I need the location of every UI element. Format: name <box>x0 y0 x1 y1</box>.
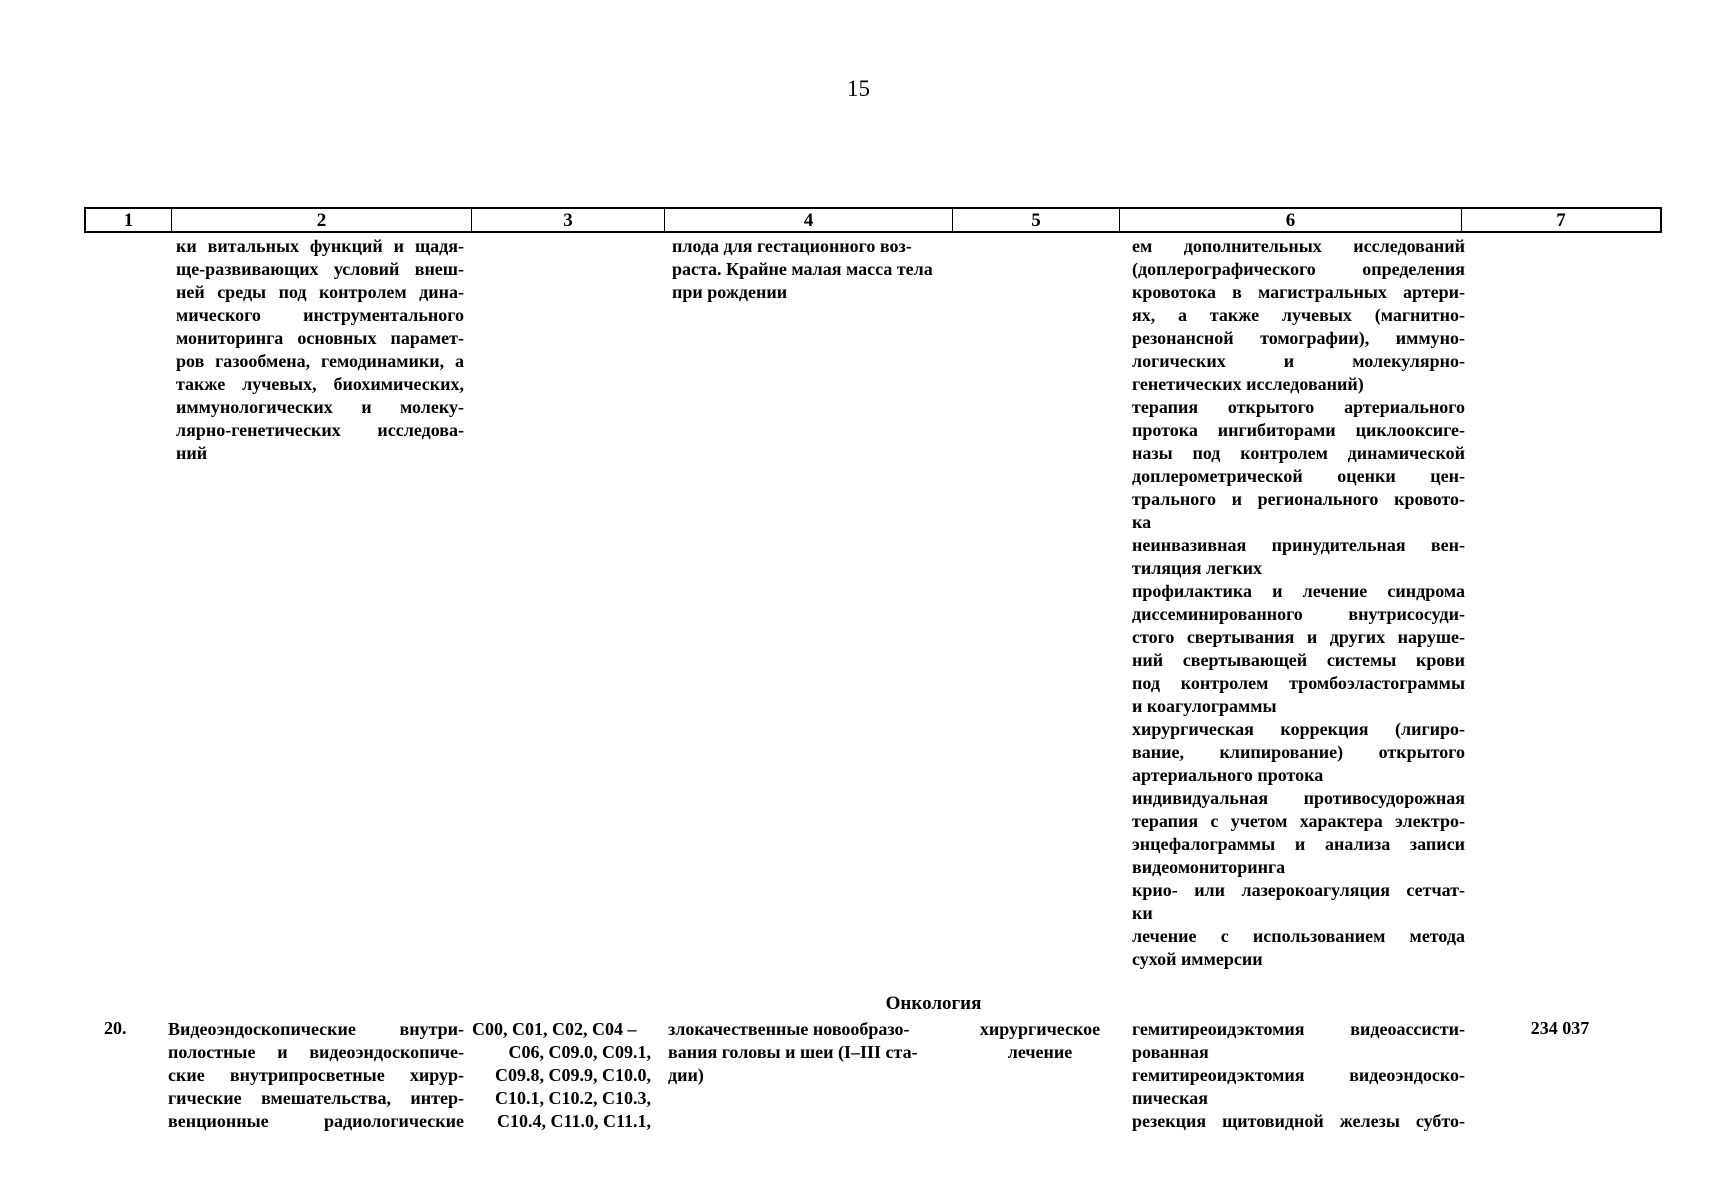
row-number: 20. <box>104 1018 127 1038</box>
text-line: ки <box>1132 903 1153 923</box>
text-line: терапия открытого артериального <box>1132 397 1465 417</box>
text-line: раста. Крайне малая масса тела <box>672 259 933 279</box>
text-line: при рождении <box>672 282 788 302</box>
text-line: резекция щитовидной железы субто- <box>1132 1111 1465 1131</box>
text-line: протока ингибиторами циклооксиге- <box>1132 420 1465 440</box>
text-line: кровотока в магистральных артери- <box>1132 282 1465 302</box>
text-line: энцефалограммы и анализа записи <box>1132 834 1465 854</box>
text-line: Видеоэндоскопические внутри- <box>168 1019 464 1039</box>
header-col-3: 3 <box>472 209 665 231</box>
text-line: гемитиреоидэктомия видеоассисти- <box>1132 1019 1465 1039</box>
text-line: вания головы и шеи (I–III ста- <box>668 1042 918 1062</box>
text-line: стого свертывания и других наруше- <box>1132 627 1465 647</box>
text-line: индивидуальная противосудорожная <box>1132 788 1465 808</box>
text-line: вание, клипирование) открытого <box>1132 742 1465 762</box>
text-line: крио- или лазерокоагуляция сетчат- <box>1132 880 1465 900</box>
text-line: сухой иммерсии <box>1132 949 1263 969</box>
text-line: венционные радиологические <box>168 1111 464 1131</box>
text-line: также лучевых, биохимических, <box>176 374 464 394</box>
text-line: ка <box>1132 512 1152 532</box>
text-line: полостные и видеоэндоскопиче- <box>168 1042 464 1062</box>
header-col-2: 2 <box>172 209 472 231</box>
text-line: ще-развивающих условий внеш- <box>176 259 464 279</box>
text-line: ские внутрипросветные хирур- <box>168 1065 464 1085</box>
row20-col6-text <box>1132 1018 1465 1133</box>
text-line: C00, C01, C02, C04 – <box>472 1019 637 1039</box>
text-line: профилактика и лечение синдрома <box>1132 581 1465 601</box>
row20-col5-text <box>955 1018 1125 1064</box>
text-line: гемитиреоидэктомия видеоэндоско- <box>1132 1065 1465 1085</box>
text-line: иммунологических и молеку- <box>176 397 464 417</box>
text-line: видеомониторинга <box>1132 857 1286 877</box>
text-line: C06, C09.0, C09.1, <box>508 1042 651 1062</box>
text-line: лечение <box>1007 1042 1073 1062</box>
continuation-col4-text <box>672 235 957 304</box>
text-line: злокачественные новообразо- <box>668 1019 910 1039</box>
text-line: рованная <box>1132 1042 1209 1062</box>
header-col-6: 6 <box>1120 209 1462 231</box>
text-line: ров газообмена, гемодинамики, а <box>176 351 464 371</box>
row20-price: 234 037 <box>1530 1018 1590 1038</box>
header-col-4: 4 <box>665 209 953 231</box>
text-line: резонансной томографии), иммуно- <box>1132 328 1465 348</box>
text-line: хирургическая коррекция (лигиро- <box>1132 719 1465 739</box>
header-col-5: 5 <box>953 209 1120 231</box>
text-line: ней среды под контролем дина- <box>176 282 464 302</box>
text-line: пическая <box>1132 1088 1208 1108</box>
text-line: C09.8, C09.9, C10.0, <box>495 1065 651 1085</box>
text-line: C10.4, C11.0, C11.1, <box>496 1111 651 1131</box>
text-line: ях, а также лучевых (магнитно- <box>1132 305 1465 325</box>
text-line: дии) <box>668 1065 704 1085</box>
row20-col4-text <box>668 1018 953 1087</box>
text-line: генетических исследований) <box>1132 374 1364 394</box>
continuation-col6-text <box>1132 235 1465 971</box>
continuation-col2-text <box>176 235 464 465</box>
text-line: терапия с учетом характера электро- <box>1132 811 1465 831</box>
text-line: доплерометрической оценки цен- <box>1132 466 1465 486</box>
text-line: диссеминированного внутрисосуди- <box>1132 604 1465 624</box>
text-line: ний свертывающей системы крови <box>1132 650 1465 670</box>
text-line: неинвазивная принудительная вен- <box>1132 535 1465 555</box>
text-line: ний <box>176 443 208 463</box>
text-line: под контролем тромбоэластограммы <box>1132 673 1465 693</box>
text-line: тиляция легких <box>1132 558 1263 578</box>
text-line: мониторинга основных парамет- <box>176 328 464 348</box>
row20-col2-text <box>168 1018 464 1133</box>
header-col-1: 1 <box>86 209 172 231</box>
text-line: мического инструментального <box>176 305 464 325</box>
text-line: плода для гестационного воз- <box>672 236 912 256</box>
text-line: ем дополнительных исследований <box>1132 236 1465 256</box>
page-number: 15 <box>847 76 870 101</box>
row20-col3-codes <box>472 1018 667 1133</box>
text-line: (доплерографического определения <box>1132 259 1465 279</box>
text-line: назы под контролем динамической <box>1132 443 1465 463</box>
table-header-row <box>84 207 1662 233</box>
text-line: логических и молекулярно- <box>1132 351 1465 371</box>
text-line: трального и регионального кровото- <box>1132 489 1465 509</box>
text-line: артериального протока <box>1132 765 1324 785</box>
text-line: лярно-генетических исследова- <box>176 420 464 440</box>
text-line: и коагулограммы <box>1132 696 1277 716</box>
text-line: гические вмешательства, интер- <box>168 1088 464 1108</box>
text-line: C10.1, C10.2, C10.3, <box>495 1088 651 1108</box>
text-line: хирургическое <box>979 1019 1101 1039</box>
section-title: Онкология <box>885 993 982 1014</box>
text-line: ки витальных функций и щадя- <box>176 236 464 256</box>
text-line: лечение с использованием метода <box>1132 926 1465 946</box>
header-col-7: 7 <box>1556 210 1566 231</box>
